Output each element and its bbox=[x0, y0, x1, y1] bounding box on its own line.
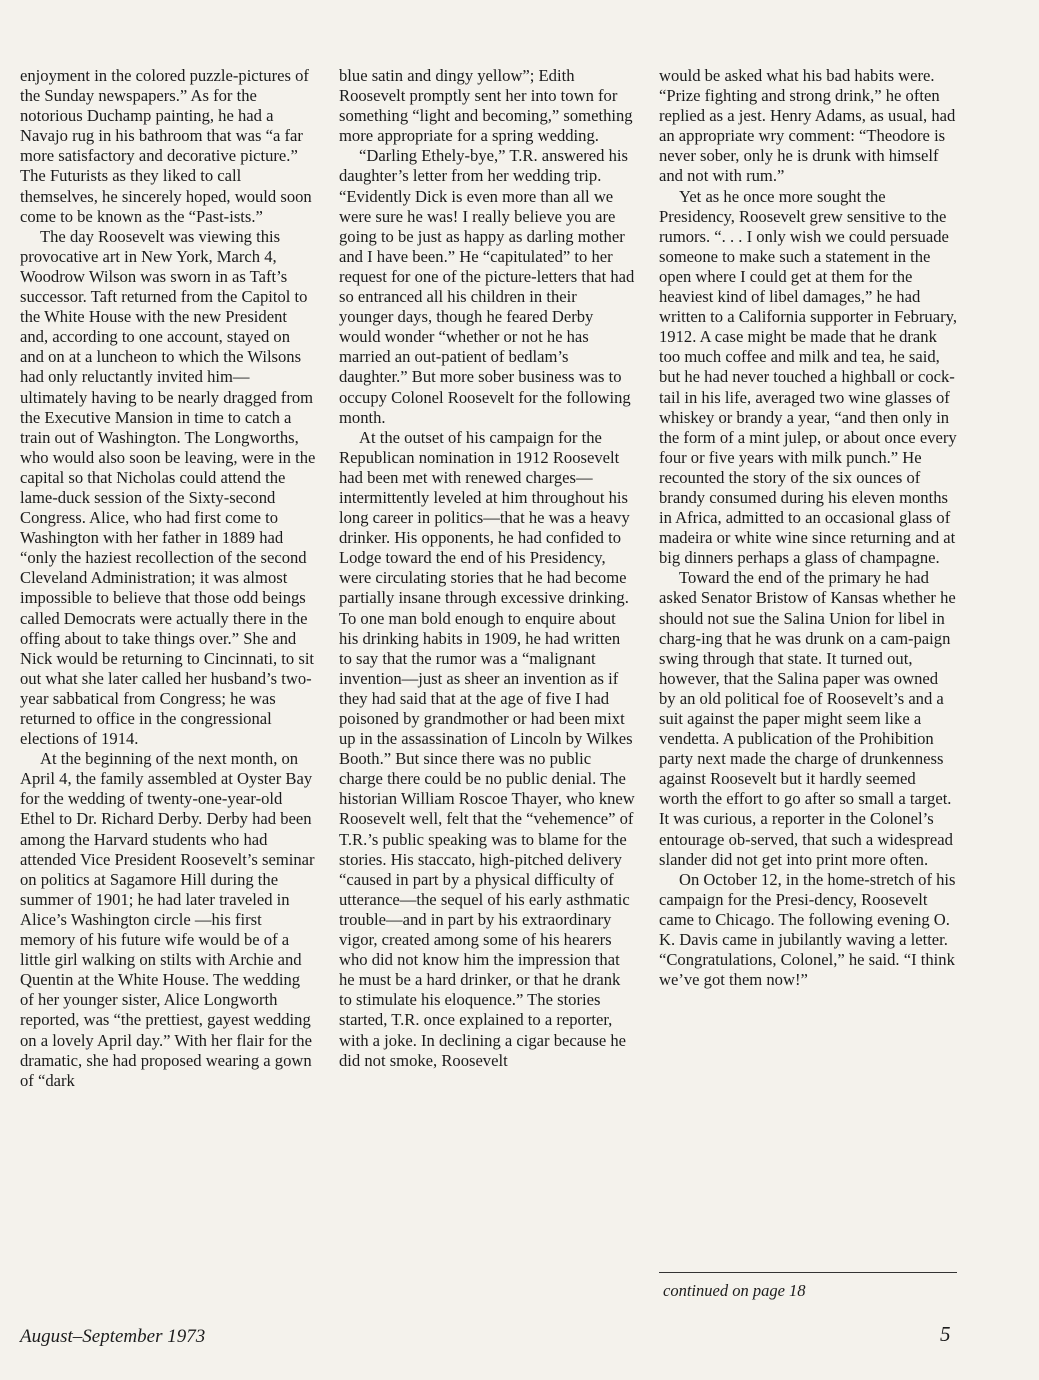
paragraph: enjoyment in the colored puzzle-pictures of the Sunday newspapers.” As for the notorious Duchamp painting, he had a Navajo rug in his bathroom that was “a far more satisfactory and decorative picture.” The Futurists as they liked to call themselves, he sincerely hoped, would soon come to be known as the “Past-ists.” bbox=[20, 66, 312, 226]
paragraph: At the beginning of the next month, on April 4, the family assembled at Oyster Bay for the wedding of twenty-one-year-old Ethel to Dr. Richard Derby. Derby had been among the Harvard students who had attended Vice President Roosevelt’s seminar on politics at Sagamore Hill during the summer of 1901; he had later traveled in Alice’s Washington circle —his first memory of his future wife would be of a little girl walking on stilts with Archie and Quentin at the White House. The wedding of her younger sister, Alice Longworth reported, was “the prettiest, gayest wedding on a lovely April day.” With her flair for the dramatic, she had proposed wearing a gown of “dark bbox=[20, 749, 315, 1090]
paragraph: The day Roosevelt was viewing this provocative art in New York, March 4, Woodrow Wilson was sworn in as Taft’s successor. Taft returned from the Capitol to the White House with the new President and, according to one account, stayed on and on at a luncheon to which the Wilsons had only reluctantly invited him—ultimately having to be nearly dragged from the Executive Mansion in time to catch a train out of Washington. The Longworths, who would also soon be leaving, were in the capital so that Nicholas could attend the lame-duck session of the Sixty-second Congress. Alice, who had first come to Washington with her father in 1889 had “only the haziest recollection of the second Cleveland Administration; it was almost impossible to believe that those odd beings called Democrats were actually there in the offing about to take things over.” She and Nick would be returning to Cincinnati, to sit out what she later called her husband’s two-year sabbatical from Congress; he was returned to office in the congressional elections of 1914. bbox=[20, 226, 316, 749]
issue-date: August–September 1973 bbox=[20, 1326, 206, 1347]
text-column-1 bbox=[20, 66, 316, 1091]
text-column-2 bbox=[339, 66, 635, 1071]
text-column-3 bbox=[659, 66, 957, 990]
paragraph: Yet as he once more sought the Presidency, Roosevelt grew sensitive to the rumors. “. . . I only wish we could persuade someone to make such a statement in the open where I could get at them for the heaviest kind of libel damages,” he had written to a California supporter in February, 1912. A case might be made that he drank too much coffee and milk and tea, he said, but he had never touched a highball or cock-tail in his life, averaged two wine glasses of whiskey or brandy a year, “and then only in the form of a mint julep, or about once every four or five years with milk punch.” He recounted the story of the six ounces of brandy consumed during his eleven months in Africa, admitted to an occasional glass of madeira or white wine since returning and at big dinners perhaps a glass of champagne. bbox=[659, 186, 957, 568]
paragraph: blue satin and dingy yellow”; Edith Roosevelt promptly sent her into town for something “light and becoming,” something more appropriate for a spring wedding. bbox=[339, 66, 633, 146]
paragraph: “Darling Ethely-bye,” T.R. answered his daughter’s letter from her wedding trip. “Evidently Dick is even more than all we were sure he was! I really believe you are going to be just as happy as darling mother and I have been.” He “capitulated” to her request for one of the picture-letters that had so entranced all his children in their younger days, though he feared Derby would wonder “whether or not he has married an out-patient of bedlam’s daughter.” But more sober business was to occupy Colonel Roosevelt for the following month. bbox=[339, 146, 635, 427]
paragraph: On October 12, in the home-stretch of his campaign for the Presi-dency, Roosevelt came to Chicago. The following evening O. K. Davis came in jubilantly waving a letter. “Congratulations, Colonel,” he said. “I think we’ve got them now!” bbox=[659, 869, 956, 990]
divider-rule bbox=[659, 1272, 957, 1273]
continued-note: continued on page 18 bbox=[663, 1281, 806, 1300]
page-number: 5 bbox=[940, 1322, 951, 1346]
paragraph: At the outset of his campaign for the Republican nomination in 1912 Roosevelt had been met with renewed charges—intermittently leveled at him throughout his long career in politics—that he was a heavy drinker. His opponents, he had confided to Lodge toward the end of his Presidency, were circulating stories that he had become partially insane through excessive drinking. To one man bold enough to enquire about his drinking habits in 1909, he had written to say that the rumor was a “malignant invention—just as sheer an invention as if they had said that at the age of five I had poisoned by grandmother or had been mixt up in the assassination of Lincoln by Wilkes Booth.” But since there was no public charge there could be no public denial. The historian William Roscoe Thayer, who knew Roosevelt well, felt that the “vehemence” of T.R.’s public speaking was to blame for the stories. His staccato, high-pitched delivery “caused in part by a physical difficulty of utterance—the sequel of his early asthmatic trouble—and in part by his extraordinary vigor, created among some of his hearers who did not know him the impression that he must be a hard drinker, or that he drank to stimulate his eloquence.” The stories started, T.R. once explained to a reporter, with a joke. In declining a cigar because he did not smoke, Roosevelt bbox=[339, 427, 635, 1070]
paragraph: Toward the end of the primary he had asked Senator Bristow of Kansas whether he should not sue the Salina Union for libel in charg-ing that he was drunk on a cam-paign swing through that state. It turned out, however, that the Salina paper was owned by an old political foe of Roosevelt’s and a suit against the paper might seem like a vendetta. A publication of the Prohibition party next made the charge of drunkenness against Roosevelt but it hardly seemed worth the effort to go after so small a target. It was curious, a reporter in the Colonel’s entourage ob-served, that such a widespread slander did not get into print more often. bbox=[659, 568, 956, 869]
paragraph: would be asked what his bad habits were. “Prize fighting and strong drink,” he often replied as a jest. Henry Adams, as usual, had an appropriate wry comment: “Theodore is never sober, only he is drunk with himself and not with rum.” bbox=[659, 66, 956, 186]
